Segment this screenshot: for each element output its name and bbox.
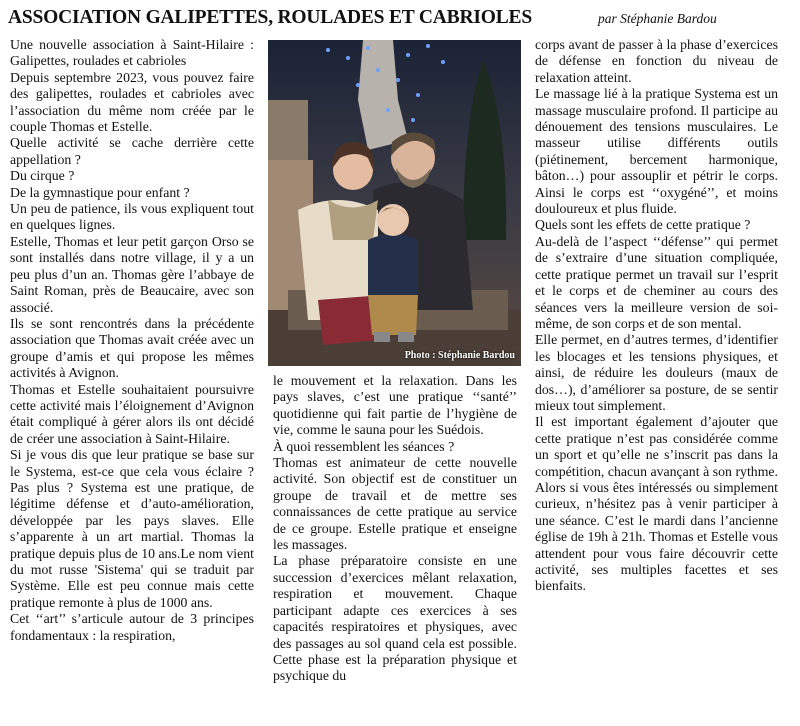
paragraph: Thomas et Estelle souhaitaient poursuivre cette activité mais l’éloignement d’Avignon était compliqué à gérer alors ils ont décidé de créer une association à Saint-Hilaire. [10,381,254,446]
paragraph: Le massage lié à la pratique Systema est un massage musculaire profond. Il participe au dénouement des tensions musculaires. Le masseur utilise différents outils (piétinement, bercement harmonique, bâton…) pour assouplir et pétrir le corps. Ainsi le corps est ‘‘oxygéné’’, et moins douloureux et plus fluide. [535,86,778,217]
family-photo-illustration [268,40,521,366]
paragraph: Il est important également d’ajouter que cette pratique n’est pas considérée comme un sport et qu’elle ne s’inscrit pas dans la compétition, chacun avançant à son rythme. Alors si vous êtes intéressés ou simplement curieux, n’hésitez pas à venir participer à une séance. C’est le mardi dans l’ancienne église de 19h à 21h. Thomas et Estelle vous attendent pour vous faire découvrir cette activité, ses multiples facettes et ses bienfaits. [535,414,778,594]
photo-credit: Photo : Stéphanie Bardou [404,350,515,361]
article-headline: ASSOCIATION GALIPETTES, ROULADES ET CABRIOLES [8,7,532,28]
paragraph: corps avant de passer à la phase d’exercices de défense en fonction du niveau de relaxation atteint. [535,37,778,85]
paragraph: Quels sont les effets de cette pratique ? [535,217,751,233]
paragraph: Si je vous dis que leur pratique se base sur le Systema, est-ce que cela vous éclaire ? Pas plus ? Systema est une pratique, de légitime défense et d’auto-amélioration, développée par les pays slaves. Elle s’apparente à un art martial. Thomas la pratique depuis plus de 10 ans.Le nom vient du mot russe 'Sistema' qui se traduit par Système. Elle est peu connue mais cette pratique remonte à plus de 1000 ans. [10,447,254,610]
paragraph: Un peu de patience, ils vous expliquent tout en quelques lignes. [10,201,254,233]
paragraph: Du cirque ? [10,168,75,184]
article-column-1 [10,37,254,644]
paragraph: Une nouvelle association à Saint-Hilaire : Galipettes, roulades et cabrioles [10,37,254,69]
paragraph: À quoi ressemblent les séances ? [273,438,455,454]
paragraph: De la gymnastique pour enfant ? [10,184,190,200]
paragraph: Ils se sont rencontrés dans la précédente association que Thomas avait créée avec un groupe d’amis et qui propose les mêmes activités à Avignon. [10,315,254,381]
article-column-2 [273,373,517,685]
paragraph: Elle permet, en d’autres termes, d’identifier les blocages et les tensions physiques, et ainsi, de réduire les douleurs (maux de dos…), d’améliorer sa posture, de se sentir mieux tout simplement. [535,332,778,413]
paragraph: Quelle activité se cache derrière cette appellation ? [10,135,254,167]
article-photo [268,40,521,366]
paragraph: Au-delà de l’aspect ‘‘défense’’ qui permet de s’extraire d’une situation compliquée, cette pratique permet un travail sur l’esprit et le corps et de cheminer au cours des séances vers la meilleure version de soi-même, de son corps et de son mental. [535,233,778,331]
paragraph: Depuis septembre 2023, vous pouvez faire des galipettes, roulades et cabrioles avec l’association du même nom créée par le couple Thomas et Estelle. [10,69,254,135]
paragraph: La phase préparatoire consiste en une succession d’exercices mêlant relaxation, respiration et mouvement. Chaque participant adapte ces exercices à ses capacités respiratoires et physiques, avec des passages au sol quand cela est possible. Cette phase est la préparation physique et psychique du [273,553,517,684]
article-column-3 [535,37,778,595]
paragraph: Cet ‘‘art’’ s’articule autour de 3 principes fondamentaux : la respiration, [10,611,254,643]
paragraph: le mouvement et la relaxation. Dans les pays slaves, c’est une pratique ‘‘santé’’ quotidienne qui fait partie de l’hygiène de vie, comme le sauna pour les Suédois. [273,373,517,438]
paragraph: Estelle, Thomas et leur petit garçon Orso se sont installés dans notre village, il y a un peu plus d’un an. Thomas gère l’abbaye de Saint Roman, près de Beaucaire, avec son associé. [10,233,254,315]
paragraph: Thomas est animateur de cette nouvelle activité. Son objectif est de constituer un groupe de travail et de mettre ses connaissances de cette pratique au service de ce groupe. Estelle pratique et enseigne les massages. [273,455,517,553]
article-byline: par Stéphanie Bardou [598,11,717,26]
